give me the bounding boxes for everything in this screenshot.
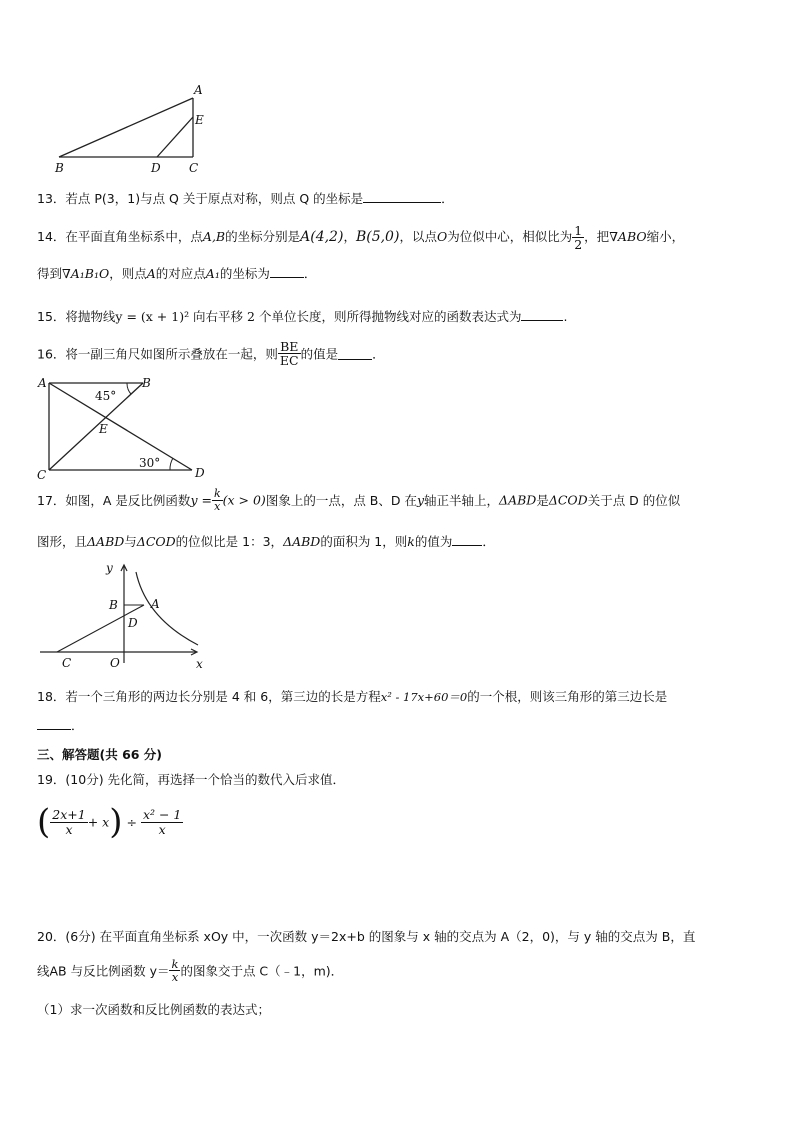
- q13-end: ．: [441, 191, 454, 206]
- question-18-line2: [37, 716, 84, 734]
- label-e: E: [195, 113, 204, 127]
- q14-points-ab: A,B: [202, 229, 226, 245]
- label-b: B: [55, 161, 64, 175]
- q19-frac1: [50, 808, 87, 835]
- right-paren: ): [109, 802, 123, 842]
- q14-text-g: 得到: [37, 266, 63, 281]
- q20-text-b: 的图象交于点 C（﹣1，m)．: [180, 963, 344, 979]
- label-a: A: [151, 597, 160, 611]
- q19-frac1-num: 2x+1: [52, 807, 86, 823]
- q19-plus-x: + x: [87, 814, 110, 830]
- label-o: O: [110, 656, 120, 670]
- question-20-line1: 20．(6分) 在平面直角坐标系 xOy 中，一次函数 y＝2x+b 的图象与 x 轴的交点为 A（2，0)，与 y 轴的交点为 B，直: [37, 929, 696, 944]
- q17-cod2: ΔCOD: [136, 534, 176, 549]
- q20-x: x: [171, 970, 179, 985]
- section-heading: 三、解答题(共 66 分): [37, 747, 163, 762]
- label-d: D: [128, 616, 138, 630]
- q14-text-j: 的坐标为: [219, 266, 270, 281]
- question-20-line2: [37, 958, 343, 983]
- q14-text-b: 的坐标分别是: [225, 229, 301, 245]
- q17-condition: (x > 0): [222, 492, 266, 508]
- q18-end: ．: [71, 718, 84, 733]
- label-a: A: [194, 83, 203, 97]
- q14-point-a1: A₁: [205, 266, 220, 281]
- q13-text: 13．若点 P(3，1)与点 Q 关于原点对称，则点 Q 的坐标是: [37, 191, 364, 206]
- q16-text-b: 的值是: [300, 346, 339, 362]
- q18-text-b: 的一个根，则该三角形的第三边长是: [467, 689, 668, 704]
- label-c: C: [37, 468, 47, 482]
- q16-den: EC: [279, 353, 299, 369]
- label-d: D: [195, 466, 205, 480]
- q14-o: O: [436, 229, 448, 245]
- q14-coord-a: A(4,2): [300, 229, 344, 246]
- label-45: 45°: [95, 389, 117, 403]
- question-18: [37, 687, 667, 705]
- question-20-sub1: （1）求一次函数和反比例函数的表达式；: [37, 1002, 270, 1017]
- q17-abd: ΔABD: [499, 492, 537, 508]
- q18-equation: x² - 17x+60＝0: [380, 690, 468, 704]
- label-d: D: [151, 161, 161, 175]
- q19-frac2-den: x: [158, 821, 166, 837]
- q17-k-var: k: [407, 534, 415, 549]
- q17-abd3: ΔABD: [283, 534, 321, 549]
- label-x: x: [196, 657, 203, 671]
- q17-y-eq: y =: [190, 492, 212, 508]
- label-b: B: [142, 376, 151, 390]
- label-a: A: [38, 376, 47, 390]
- q17-text-h: 的位似比是 1：3，: [175, 534, 284, 549]
- q16-num: BE: [278, 340, 301, 354]
- q14-text-h: ，则点: [109, 266, 147, 281]
- q17-text-b: 图象上的一点，点 B、D 在: [265, 493, 417, 509]
- q14-text-e: ，把: [584, 229, 610, 245]
- label-c: C: [62, 656, 72, 670]
- q17-text-a: 17．如图，A 是反比例函数: [37, 493, 191, 509]
- q20-k: k: [171, 957, 179, 971]
- question-19: 19．(10分) 先化简，再选择一个恰当的数代入后求值．: [37, 772, 346, 787]
- q14-text-f: 缩小，: [646, 229, 685, 245]
- q17-text-d: 是: [536, 493, 549, 509]
- q17-k: k: [213, 487, 221, 500]
- q17-text-i: 的面积为 1，则: [320, 534, 408, 549]
- q14-ratio-den: 2: [574, 237, 583, 253]
- label-c: C: [189, 161, 199, 175]
- q17-text-c: 轴正半轴上，: [424, 493, 500, 509]
- q14-coord-b: B(5,0): [355, 229, 400, 246]
- q19-frac1-den: x: [65, 821, 73, 837]
- q14-text-a: 14．在平面直角坐标系中，点: [37, 229, 203, 245]
- q17-text-e: 关于点 D 的位似: [587, 493, 681, 509]
- q16-end: ．: [372, 346, 385, 362]
- q20-k-over-x: [169, 958, 180, 983]
- q14-text-d: 为位似中心，相似比为: [447, 229, 573, 245]
- hyperbola-curve: [136, 572, 198, 645]
- label-b: B: [109, 598, 118, 612]
- q14-text-i: 的对应点: [155, 266, 206, 281]
- left-paren: (: [37, 802, 51, 842]
- q17-x: x: [214, 499, 221, 513]
- q17-text-f: 图形，且: [37, 534, 88, 549]
- q17-abd2: ΔABD: [87, 534, 125, 549]
- q14-end: ．: [303, 266, 317, 281]
- q17-end: ．: [482, 534, 495, 549]
- q15-formula: y = (x + 1)² 向右平移 2 个单位长度，则所得抛物线对应的函数表达式为: [115, 309, 522, 324]
- q19-frac2-num: x² − 1: [142, 807, 182, 823]
- q17-y-axis: y: [416, 492, 425, 508]
- q19-expression: [37, 802, 183, 842]
- label-y: y: [106, 561, 113, 575]
- q14-text-c: ，以点: [399, 229, 437, 245]
- q17-cod: ΔCOD: [548, 492, 588, 508]
- q19-div: ÷: [126, 814, 137, 830]
- q18-text-a: 18．若一个三角形的两边长分别是 4 和 6，第三边的长是方程: [37, 689, 381, 704]
- q14-comma: ，: [343, 229, 356, 245]
- label-30: 30°: [139, 456, 161, 470]
- q16-text-a: 16．将一副三角尺如图所示叠放在一起，则: [37, 346, 278, 362]
- q14-ratio-num: 1: [574, 223, 583, 238]
- q17-text-g: 与: [124, 534, 137, 549]
- q20-text-a: 线AB 与反比例函数 y＝: [37, 963, 170, 979]
- label-e: E: [99, 422, 108, 436]
- q14-point-a: A: [146, 266, 156, 281]
- q17-text-j: 的值为: [414, 534, 453, 549]
- q15-end: .: [563, 309, 568, 324]
- q19-frac2: [141, 808, 183, 835]
- q14-triangle2: ∇A₁B₁O: [62, 266, 110, 281]
- q14-triangle: ∇ABO: [609, 229, 647, 245]
- q15-text: 15．将抛物线: [37, 309, 116, 324]
- answer-blank: [37, 717, 71, 730]
